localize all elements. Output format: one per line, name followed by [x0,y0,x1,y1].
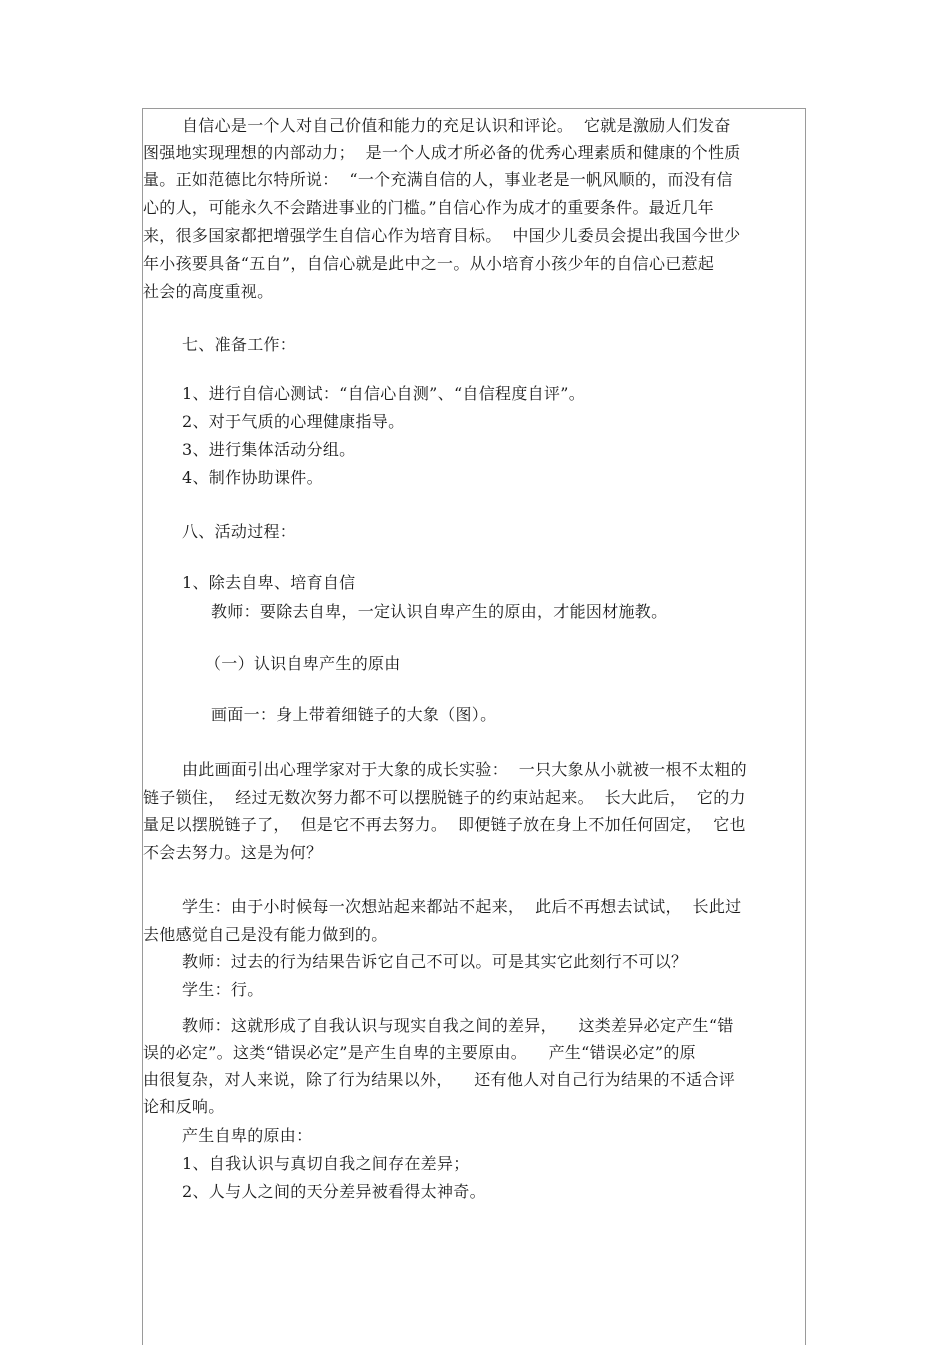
text-line: 七、准备工作： [182,335,297,354]
text-line: 链子锁住， 经过无数次努力都不可以摆脱链子的约束站起来。 长大此后， 它的力 [143,788,746,807]
text-line: 量足以摆脱链子了， 但是它不再去努力。 即便链子放在身上不加任何固定， 它也 [143,815,746,834]
text-line: 4、制作协助课件。 [182,468,323,487]
text-line: 自信心是一个人对自己价值和能力的充足认识和评论。 它就是激励人们发奋 [182,116,731,135]
text-line: 心的人，可能永久不会踏进事业的门槛。”自信心作为成才的重要条件。最近几年 [143,198,714,217]
text-line: 教师：过去的行为结果告诉它自己不可以。可是其实它此刻行不可以？ [182,952,688,971]
text-line: 去他感觉自己是没有能力做到的。 [143,925,388,944]
text-line: 论和反响。 [143,1097,225,1116]
text-line: 学生：由于小时候每一次想站起来都站不起来， 此后不再想去试试， 长此过 [182,897,742,916]
text-line: 3、进行集体活动分组。 [182,440,356,459]
text-line: 误的必定”。这类“错误必定”是产生自卑的主要原由。 产生“错误必定”的原 [143,1043,696,1062]
text-line: 来，很多国家都把增强学生自信心作为培育目标。 中国少儿委员会提出我国今世少 [143,226,741,245]
text-line: 2、人与人之间的天分差异被看得太神奇。 [182,1182,486,1201]
text-line: 社会的高度重视。 [143,282,274,301]
text-line: 1、自我认识与真切自我之间存在差异； [182,1154,470,1173]
text-line: 年小孩要具备“五自”，自信心就是此中之一。从小培育小孩少年的自信心已惹起 [143,254,715,273]
text-line: 1、进行自信心测试：“自信心自测”、“自信程度自评”。 [182,384,585,403]
text-line: （一）认识自卑产生的原由 [205,654,401,673]
text-line: 教师：要除去自卑，一定认识自卑产生的原由，才能因材施教。 [211,602,668,621]
text-line: 由此画面引出心理学家对于大象的成长实验： 一只大象从小就被一根不太粗的 [182,760,747,779]
text-line: 图强地实现理想的内部动力； 是一个人成才所必备的优秀心理素质和健康的个性质 [143,143,741,162]
text-line: 1、除去自卑、培育自信 [182,573,356,592]
text-line: 学生：行。 [182,980,264,999]
text-line: 由很复杂，对人来说，除了行为结果以外， 还有他人对自己行为结果的不适合评 [143,1070,736,1089]
text-line: 画面一：身上带着细链子的大象（图）。 [211,705,497,724]
text-line: 产生自卑的原由： [182,1126,313,1145]
text-line: 量。正如范德比尔特所说： “一个充满自信的人，事业老是一帆风顺的，而没有信 [143,170,733,189]
text-line: 教师：这就形成了自我认识与现实自我之间的差异， 这类差异必定产生“错 [182,1016,734,1035]
text-line: 八、活动过程： [182,522,297,541]
text-line: 不会去努力。这是为何？ [143,843,323,862]
text-line: 2、对于气质的心理健康指导。 [182,412,405,431]
